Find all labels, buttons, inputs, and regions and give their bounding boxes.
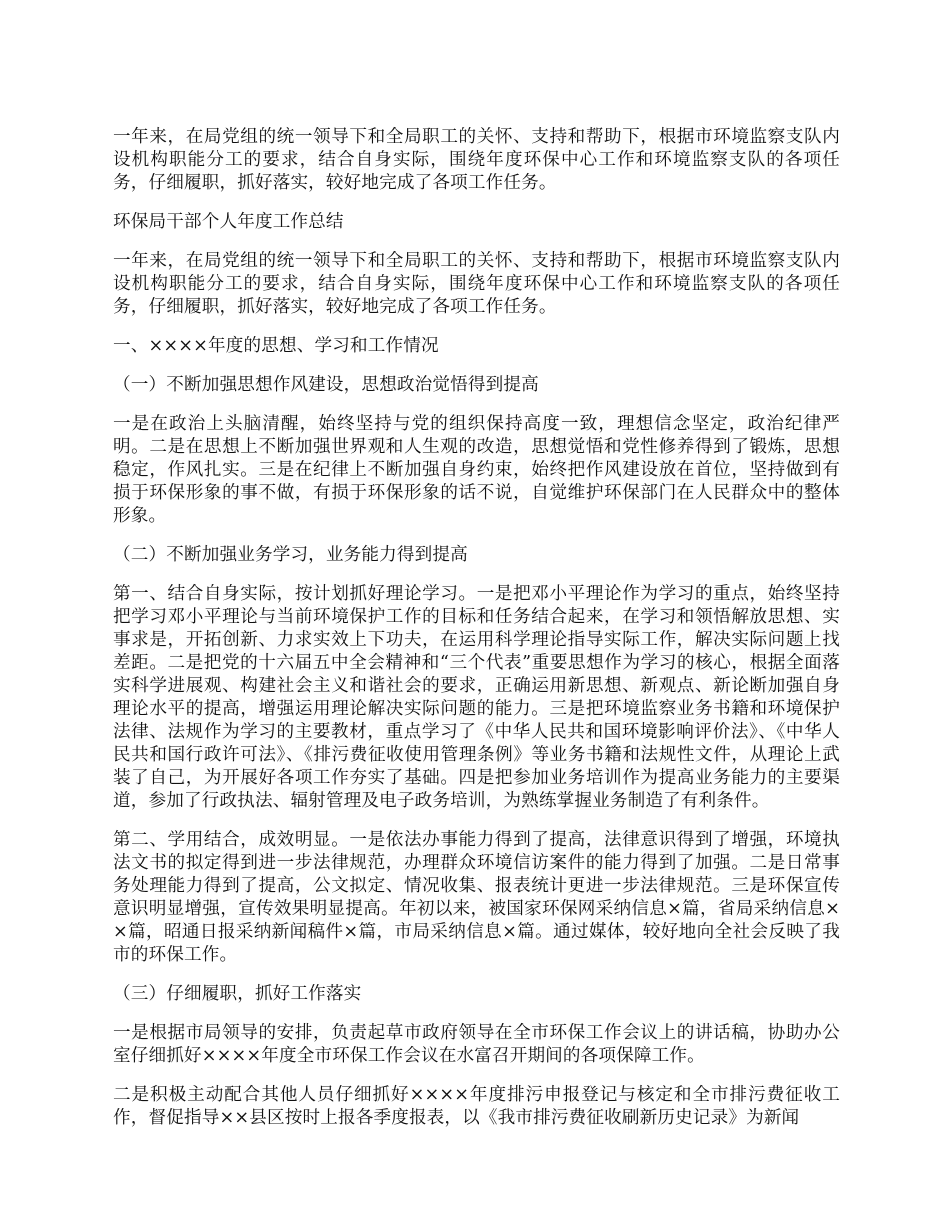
subsection-heading-2: （二）不断加强业务学习，业务能力得到提高: [113, 545, 468, 565]
body-paragraph-duty-2: 二是积极主动配合其他人员仔细抓好××××年度排污申报登记与核定和全市排污费征收工作，督促指导××县区按时上报各季度报表，以《我市排污费征收刷新历史记录》为新闻: [113, 1085, 840, 1128]
document-title: 环保局干部个人年度工作总结: [113, 212, 344, 232]
subsection-heading-1: （一）不断加强思想作风建设，思想政治觉悟得到提高: [113, 375, 539, 395]
section-heading-1: 一、××××年度的思想、学习和工作情况: [113, 336, 439, 356]
intro-paragraph: 一年来，在局党组的统一领导下和全局职工的关怀、支持和帮助下，根据市环境监察支队内设机构职能分工的要求，结合自身实际，围绕年度环保中心工作和环境监察支队的各项任务，仔细履职，抓好落实，较好地完成了各项工作任务。: [113, 127, 840, 193]
intro-paragraph-repeat: 一年来，在局党组的统一领导下和全局职工的关怀、支持和帮助下，根据市环境监察支队内设机构职能分工的要求，结合自身实际，围绕年度环保中心工作和环境监察支队的各项任务，仔细履职，抓好落实，较好地完成了各项工作任务。: [113, 251, 840, 317]
body-paragraph-study: 第一、结合自身实际，按计划抓好理论学习。一是把邓小平理论作为学习的重点，始终坚持把学习邓小平理论与当前环境保护工作的目标和任务结合起来，在学习和领悟解放思想、实事求是，开拓创新、力求实效上下功夫，在运用科学理论指导实际工作，解决实际问题上找差距。二是把党的十六届五中全会精神和“三个代表”重要思想作为学习的核心，根据全面落实科学进展观、构建社会主义和谐社会的要求，正确运用新思想、新观点、新论断加强自身理论水平的提高，增强运用理论解决实际问题的能力。三是把环境监察业务书籍和环境保护法律、法规作为学习的主要教材，重点学习了《中华人民共和国环境影响评价法》、《中华人民共和国行政许可法》、《排污费征收使用管理条例》等业务书籍和法规性文件，从理论上武装了自己，为开展好各项工作夯实了基础。四是把参加业务培训作为提高业务能力的主要渠道，参加了行政执法、辐射管理及电子政务培训，为熟练掌握业务制造了有利条件。: [113, 584, 840, 811]
body-paragraph-application: 第二、学用结合，成效明显。一是依法办事能力得到了提高，法律意识得到了增强，环境执法文书的拟定得到进一步法律规范，办理群众环境信访案件的能力得到了加强。二是日常事务处理能力得到了提高，公文拟定、情况收集、报表统计更进一步法律规范。三是环保宣传意识明显增强，宣传效果明显提高。年初以来，被国家环保网采纳信息×篇，省局采纳信息××篇，昭通日报采纳新闻稿件×篇，市局采纳信息×篇。通过媒体，较好地向全社会反映了我市的环保工作。: [113, 830, 840, 965]
body-paragraph-duty-1: 一是根据市局领导的安排，负责起草市政府领导在全市环保工作会议上的讲话稿，协助办公室仔细抓好××××年度全市环保工作会议在水富召开期间的各项保障工作。: [113, 1023, 840, 1066]
subsection-heading-3: （三）仔细履职，抓好工作落实: [113, 984, 362, 1004]
document-body: [113, 126, 840, 1146]
body-paragraph-political: 一是在政治上头脑清醒，始终坚持与党的组织保持高度一致，理想信念坚定，政治纪律严明。二是在思想上不断加强世界观和人生观的改造，思想觉悟和党性修养得到了锻炼，思想稳定，作风扎实。三是在纪律上不断加强自身约束，始终把作风建设放在首位，坚持做到有损于环保形象的事不做，有损于环保形象的话不说，自觉维护环保部门在人民群众中的整体形象。: [113, 414, 840, 526]
